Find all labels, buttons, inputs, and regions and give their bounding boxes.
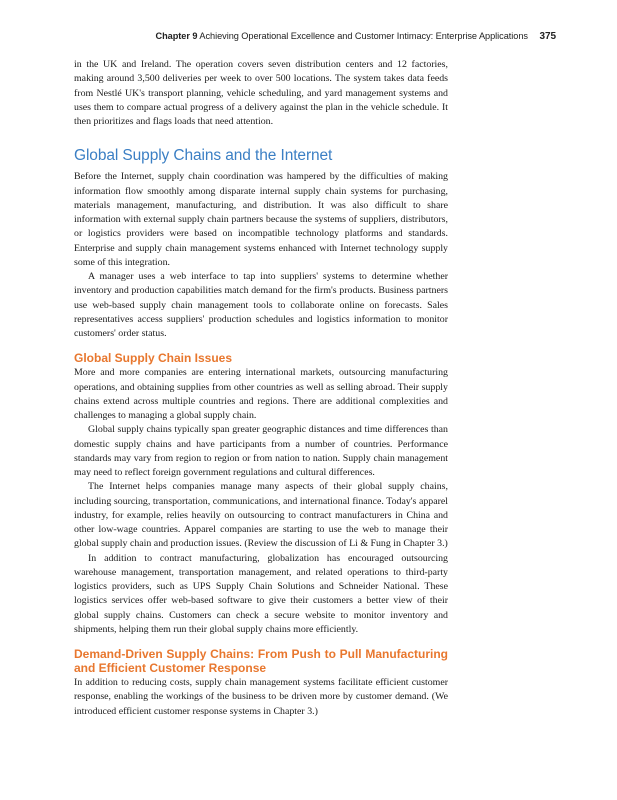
page-number: 375 (539, 31, 556, 42)
chapter-title: Achieving Operational Excellence and Customer Intimacy: Enterprise Applications (199, 31, 528, 41)
subsection-heading-global-issues: Global Supply Chain Issues (74, 351, 233, 366)
paragraph: Global supply chains typically span greater geographic distances and time differences than domestic supply chains and have participants from a number of countries. Performance standards may vary from region to region or from nation to nation. Supply chain management may need to reflect foreign government regulations and cultural differences. (74, 424, 448, 478)
subsection-heading-demand-driven: Demand-Driven Supply Chains: From Push to Pull Manufacturing and Efficient Customer Response (74, 647, 448, 675)
paragraph: Before the Internet, supply chain coordination was hampered by the difficulties of making information flow smoothly among disparate internal supply chain systems for purchasing, materials management, manufacturing, and distribution. It was also difficult to share information with external supply chain partners because the systems of suppliers, distributors, or logistics providers were based on incompatible technology platforms and standards. Enterprise and supply chain management systems enhanced with Internet technology supply some of this integration. (74, 171, 448, 268)
body-text (74, 58, 448, 719)
paragraph: More and more companies are entering international markets, outsourcing manufacturing operations, and obtaining supplies from other countries as well as selling abroad. Their supply chains extend across multiple countries and regions. There are additional complexities and challenges to managing a global supply chain. (74, 367, 448, 421)
paragraph: In addition to reducing costs, supply chain management systems facilitate efficient customer response, enabling the workings of the business to be driven more by customer demand. (We introduced efficient customer response systems in Chapter 3.) (74, 677, 448, 717)
chapter-label: Chapter 9 (155, 31, 198, 41)
paragraph: A manager uses a web interface to tap into suppliers' systems to determine whether inventory and production capabilities match demand for the firm's products. Business partners use web-based supply chain management tools to collaborate online on forecasts. Sales representatives access suppliers' production schedules and logistics information to monitor customers' order status. (74, 271, 448, 339)
running-head (155, 31, 556, 42)
paragraph: In addition to contract manufacturing, globalization has encouraged outsourcing warehouse management, transportation management, and related operations to third-party logistics providers, such as UPS Supply Chain Solutions and Schneider National. These logistics services offer web-based software to give their customers a better view of their global supply chains. Customers can check a secure website to monitor inventory and shipments, helping them run their global supply chains more efficiently. (74, 552, 448, 635)
section-heading-global-supply-chains: Global Supply Chains and the Internet (74, 147, 333, 165)
paragraph: The Internet helps companies manage many aspects of their global supply chains, including sourcing, transportation, communications, and international finance. Today's apparel industry, for example, relies heavily on outsourcing to contract manufacturers in China and other low-wage countries. Apparel companies are starting to use the web to manage their global supply chain and production issues. (Review the discussion of Li & Fung in Chapter 3.) (74, 481, 448, 550)
intro-paragraph: in the UK and Ireland. The operation covers seven distribution centers and 12 factories, making around 3,500 deliveries per week to over 500 locations. The system takes data feeds from Nestlé UK's transport planning, vehicle scheduling, and yard management systems and uses them to compare actual progress of a delivery against the plan in the vehicle schedule. It then prioritizes and flags loads that need attention. (74, 59, 448, 127)
